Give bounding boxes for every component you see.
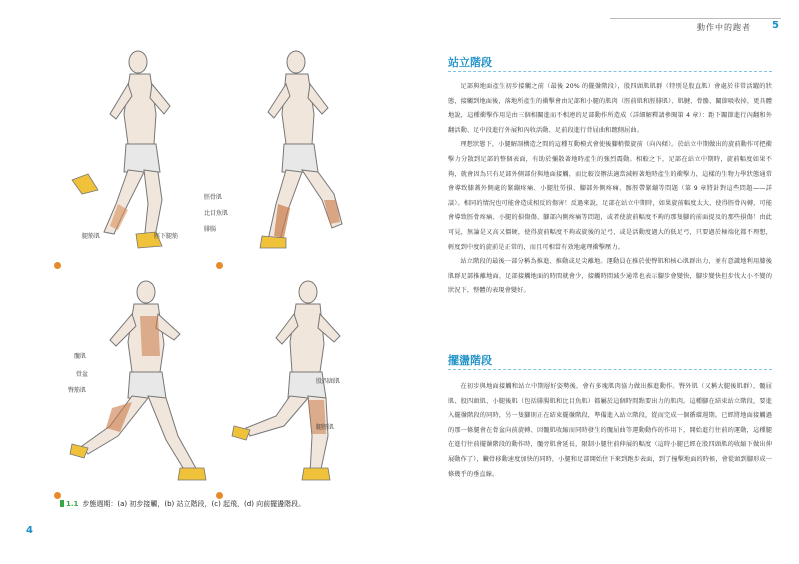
- label-panel-c-2: 骨盆: [76, 371, 89, 378]
- running-title: 動作中的跑者: [697, 23, 751, 32]
- runner-illustration-b: [224, 44, 374, 254]
- section-rule-stance: [448, 71, 772, 72]
- label-panel-a-2: 脛下腿筋: [154, 233, 179, 240]
- label-panel-a-1: 腿筋肌: [82, 233, 101, 240]
- figure-icon: [60, 500, 64, 507]
- panel-marker-d: [216, 492, 223, 499]
- figure-number: 1.1: [66, 500, 79, 508]
- gait-cycle-figure: [54, 40, 384, 510]
- panel-marker-a: [54, 262, 61, 269]
- runner-illustration-a: [58, 44, 208, 254]
- caption-text: 步態週期：(a) 初步接觸，(b) 站立階段，(c) 起飛，(d) 向前擺盪階段。: [82, 500, 306, 508]
- paragraph: 站立階段的最後一部分稱為推進、推動或足尖離地。運動員在推於使臀肌和核心肌群出力，並有意識地利用膝後肌群足部推離地面，足部接觸地面的時間就會少，接觸時間減少通常也表示腳步會變快，腳步變快但步伐大小不變的狀況下，整體的表現會變好。: [448, 258, 772, 295]
- panel-marker-c: [54, 492, 61, 499]
- section-title-swing: 擺盪階段: [448, 354, 492, 367]
- label-panel-d-1: 股四頭肌: [316, 378, 341, 385]
- section-rule-swing: [448, 369, 772, 370]
- runner-illustration-c: [68, 276, 218, 486]
- label-panel-d-2: 腿脛肌: [316, 424, 335, 431]
- label-panel-c-1: 髖肌: [74, 353, 87, 360]
- figure-caption: [60, 499, 305, 509]
- page-number-right: 5: [772, 20, 779, 31]
- label-panel-b-2: 比目魚肌: [204, 210, 229, 217]
- page-number-left: 4: [26, 525, 33, 536]
- section-body-stance: [448, 80, 772, 299]
- label-panel-b-3: 腓腸: [204, 226, 217, 233]
- paragraph: 足部與地面產生初步接觸之前（最後 20% 的擺盪階段），股四頭肌肌群（特別是股直肌）會處於非常活躍的狀態，接觸到地面後，落地所產生的衝擊會由足部和小腿的肌肉（脛前肌和脛腓肌）、肌腱、骨骼、關節吸收掉，更具體地說，這種衝擊作用是由三個相關進而不相連的足部動作所造成（詳細解釋請參閱第 4 章）：距下關節進行內翻和外翻活動、足中段進行外展和內收活動、足前段進行背屈曲和蹠側屈曲。: [448, 83, 772, 134]
- runner-illustration-d: [224, 276, 374, 486]
- section-title-stance: 站立階段: [448, 56, 492, 69]
- label-panel-c-3: 臀筋肌: [68, 387, 87, 394]
- paragraph: 理想狀態下，小腿解剖構造之間的這種互動模式會使後腳稍微旋前（向內傾）。於站立中期做出的旋前動作可把衝擊力分散到足部的整個表面，有助於彌散著地時產生的強烈震動。相較之下，足部在站立中期時，旋前幅度如果不夠，就會因為只有足部外側部份與地面接觸，而比較沒辦法適當減輕著地時產生的衝擊力，這樣的生物力學狀態通常會導致膝蓋外側處的緊繃疼痛、小腿肚勞損、腳部外側疼痛、髂脛帶緊繃等問題（第 9 章將針對這些問題——詳談）。相同的情況也可能會造成相反的傷害！反過來說，足部在站立中期時，如果旋前幅度太大，使得脛骨內轉，可能會導致脛骨疼痛、小腿的損傷傷、腳部內側疼痛等問題，或者使旋前幅度不夠的那隻腳的前面提及的那些損傷！由此可見，無論是又高又僵硬，使得旋前幅度不夠或旋後的足弓，或是活動度過大的低足弓，只要過於極端化都不理想，輕度到中度的旋前是正常的，而且可相當有效地處理衝擊壓力。: [448, 141, 772, 251]
- header-rule: [610, 18, 781, 19]
- paragraph: 在初步與地面接觸和站立中期層好姿勢後，會有多塊肌肉協力做出推進動作。臀外肌（又稱大腿後肌群）、髖屈肌、股四頭肌、小腿後肌（包括腓腸肌和比目魚肌）都屬於這個時間點要出力的肌肉。這種腳在結束站立階段，要進入擺盪階段的同時，另一隻腳則正在結束擺盪階段，準備進入站立階段，從而完成一個循環週期。已經將地面接觸過的那一條腿會在骨盆向前旋轉、因髖肌收縮而同時發生的髖屈曲等運動動作的作用下，開始進行往前的運動，這種腿在進行往前擺盪階段的動作時，髖旁肌會延長，限制小腿往前伸展的幅度（這時小腿已經在股四頭肌的收縮下做出伸展動作了），臟骨移動速度加快的同時，小腿和足部開始往下來到跑步表面，到了撞擊地面的時候，會從頭到腳形成一條幾乎的垂直線。: [448, 383, 772, 478]
- section-body-swing: [448, 380, 772, 482]
- label-panel-b-1: 脛骨肌: [204, 194, 223, 201]
- panel-marker-b: [216, 262, 223, 269]
